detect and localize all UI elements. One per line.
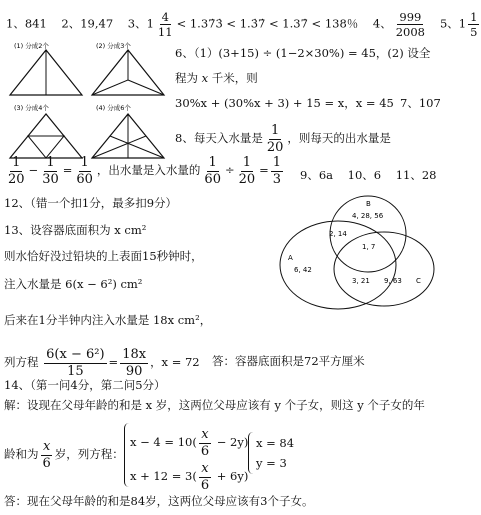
figure-3-label: (3) 分成4个 xyxy=(14,104,49,112)
q14-result-x: x = 84 xyxy=(256,436,295,450)
q6-line-2: 程为 x 千米，则 xyxy=(175,71,258,85)
fraction: $\frac{1}{20}$ xyxy=(238,155,256,187)
answer-1: 1、841 xyxy=(6,16,47,31)
q13-line-2: 则水恰好没过铅块的上表面15秒钟时， xyxy=(4,249,203,263)
venn-label-c: C xyxy=(416,277,421,285)
answer-2: 2、19,47 xyxy=(61,16,114,31)
q13-line-4: 后来在1分半钟内注入水量是 18x cm²， xyxy=(4,313,212,327)
answer-3-rest: < 1.37̇3̇ < 1.3̇7̇ < 1.37̇ < 138％ xyxy=(176,16,359,31)
fraction: $\frac{4}{11}$ xyxy=(157,10,173,40)
q7-answer: 7、107 xyxy=(400,96,441,110)
venn-left: 6, 42 xyxy=(294,266,312,274)
q8-line-2: $\frac{1}{20}$ − $\frac{1}{30}$ = $\frac{1}{60}$ ，出水量是入水量的 $\frac{1}{60}$ ÷ $\frac{1}{20}$ = $\frac{1}{3}$ xyxy=(8,155,282,187)
figure-4-label: (4) 分成6个 xyxy=(96,104,131,112)
fraction: $\frac{18x}{90}$ xyxy=(122,347,147,379)
q8-line-1: 8、每天入水量是 $\frac{1}{20}$ ，则每天的出水量是 xyxy=(175,123,391,155)
q14-solution-1: 解：设现在父母年龄的和是 x 岁，这两位父母应该有 y 个子女，则这 y 个子女的年 xyxy=(4,398,425,412)
q14-equation-2: x + 12 = 3( $\frac{x}{6}$ + 6y) xyxy=(130,461,249,493)
q13-line-3: 注入水量是 6(x − 6²) cm² xyxy=(4,277,143,291)
fraction: $\frac{1}{60}$ xyxy=(204,155,221,187)
q13-line-1: 13、设容器底面积为 x cm² xyxy=(4,223,147,237)
answer-5-lead: 5、1 xyxy=(439,16,467,31)
figure-2 xyxy=(92,41,164,95)
q14-title: 14、（第一问4分，第二问5分） xyxy=(4,378,166,392)
q6-line-1: 6、（1）(3+15) ÷ (1−2×30%) = 45，(2) 设全 xyxy=(175,46,431,60)
fraction: $\frac{x}{6}$ xyxy=(200,427,210,459)
fraction: $\frac{1}{60}$ xyxy=(76,155,93,187)
figure-2-label: (2) 分成3个 xyxy=(96,42,131,50)
figure-3 xyxy=(10,103,82,158)
q14-result-y: y = 3 xyxy=(256,456,287,470)
venn-ab: 2, 14 xyxy=(329,230,347,238)
fraction: $\frac{1}{20}$ xyxy=(8,155,25,187)
figure-1-label: (1) 分成2个 xyxy=(14,42,49,50)
fraction: $\frac{x}{6}$ xyxy=(42,439,51,471)
fraction: $\frac{\text{6(x − 6²)}}{15}$ xyxy=(46,347,105,379)
figure-4 xyxy=(92,103,164,158)
figure-1 xyxy=(10,41,82,95)
answers-9-11: 9、6a 10、6 11、28 xyxy=(300,168,437,182)
answer-4-lead: 4、 xyxy=(372,16,392,31)
venn-label-a: A xyxy=(288,254,293,262)
q14-equation-1: x − 4 = 10( $\frac{x}{6}$ − 2y) xyxy=(130,427,249,459)
result-brace xyxy=(248,432,254,474)
fraction: $\frac{1}{5}$ xyxy=(470,10,478,40)
venn-bottom: 3, 21 xyxy=(352,277,370,285)
fraction: $\frac{999}{2008}$ xyxy=(395,10,426,40)
q13-answer: 答：容器底面积是72平方厘米 xyxy=(212,354,365,368)
fraction: $\frac{1}{20}$ xyxy=(266,123,284,155)
q13-equation: 列方程 $\frac{\text{6(x − 6²)}}{15}$ = $\frac{18x}{90}$ ，x = 72 xyxy=(4,347,200,379)
venn-right: 9, 63 xyxy=(384,277,402,285)
venn-label-b: B xyxy=(366,200,371,208)
venn-center: 1, 7 xyxy=(362,243,376,251)
q12-line: 12、（错一个扣1分，最多扣9分） xyxy=(4,196,178,210)
q14-answer: 答：现在父母年龄的和是84岁，这两位父母应该有3个子女。 xyxy=(4,494,314,508)
fraction: $\frac{x}{6}$ xyxy=(200,461,210,493)
q6-line-3: 30%x + (30%x + 3) + 15 = x，x = 45 xyxy=(175,96,394,110)
venn-diagram xyxy=(276,192,446,312)
q14-solution-2: 龄和为 $\frac{x}{6}$ 岁，列方程： xyxy=(4,439,124,471)
answer-3-lead: 3、1 xyxy=(127,16,154,31)
fraction: $\frac{1}{3}$ xyxy=(272,155,282,187)
answer-line-1 xyxy=(6,11,481,38)
fraction: $\frac{1}{30}$ xyxy=(42,155,59,187)
venn-top: 4, 28, 56 xyxy=(352,212,384,220)
triangle-figures xyxy=(4,40,169,162)
